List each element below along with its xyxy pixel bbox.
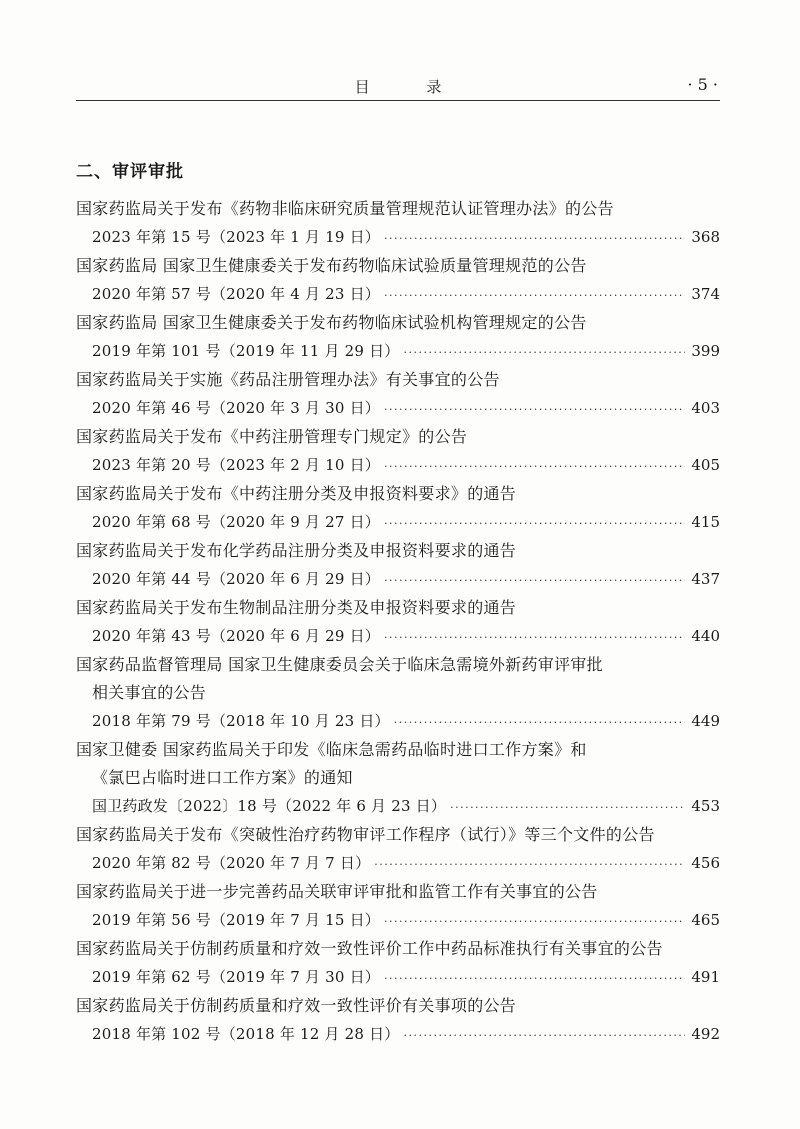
toc-entry-reference-line [76,508,720,537]
toc-entry-title: 国家药监局关于进一步完善药品关联审评审批和监管工作有关事宜的公告 [76,882,598,901]
dot-leader [384,907,685,936]
toc-entry-title: 国家药监局关于仿制药质量和疗效一致性评价有关事项的公告 [76,996,517,1015]
toc-page-number[interactable]: 465 [691,911,720,929]
toc-entry-title: 《氯巴占临时进口工作方案》的通知 [92,768,353,787]
dot-leader [384,281,685,310]
toc-entry-title: 国家卫健委 国家药监局关于印发《临床急需药品临时进口工作方案》和 [76,740,587,759]
document-number: 2019 年第 56 号（2019 年 7 月 15 日） [92,911,381,929]
toc-entry[interactable] [76,651,720,736]
toc-entry-title: 国家药监局关于发布《突破性治疗药物审评工作程序（试行）》等三个文件的公告 [76,825,655,844]
toc-entry[interactable] [76,992,720,1049]
toc-page-number[interactable]: 415 [691,513,720,531]
toc-entry[interactable] [76,821,720,878]
toc-entry-title: 国家药监局关于发布《中药注册管理专门规定》的公告 [76,427,468,446]
toc-page-number[interactable]: 399 [691,342,720,360]
dot-leader [404,1021,686,1050]
toc-page-number[interactable]: 492 [691,1025,720,1043]
toc-entry-title: 国家药监局 国家卫生健康委关于发布药物临床试验机构管理规定的公告 [76,313,587,332]
toc-entry-reference-line [76,963,720,992]
document-number: 2020 年第 68 号（2020 年 9 月 27 日） [92,513,381,531]
toc-entry-title: 国家药监局 国家卫生健康委关于发布药物临床试验质量管理规范的公告 [76,256,587,275]
toc-page-number[interactable]: 437 [691,570,720,588]
toc-entry-reference-line [76,792,720,821]
table-of-contents [76,195,720,1049]
toc-entry[interactable] [76,537,720,594]
toc-entry[interactable] [76,309,720,366]
toc-entry-reference-line [76,394,720,423]
toc-entry[interactable] [76,195,720,252]
document-number: 2019 年第 101 号（2019 年 11 月 29 日） [92,342,400,360]
toc-entry-title: 国家药监局关于发布《药物非临床研究质量管理规范认证管理办法》的公告 [76,199,614,218]
toc-entry[interactable] [76,423,720,480]
toc-page-number[interactable]: 368 [691,228,720,246]
toc-entry[interactable] [76,736,720,821]
toc-page-number[interactable]: 374 [691,285,720,303]
document-number: 2020 年第 43 号（2020 年 6 月 29 日） [92,627,381,645]
toc-entry-title: 国家药监局关于发布《中药注册分类及申报资料要求》的通告 [76,484,517,503]
toc-page-number[interactable]: 405 [691,456,720,474]
toc-entry[interactable] [76,878,720,935]
dot-leader [384,964,685,993]
toc-entry-title: 国家药监局关于发布生物制品注册分类及申报资料要求的通告 [76,598,517,617]
running-header [76,74,720,101]
toc-page-number[interactable]: 403 [691,399,720,417]
dot-leader [384,224,685,253]
dot-leader [384,395,685,424]
document-number: 国卫药政发〔2022〕18 号（2022 年 6 月 23 日） [92,797,447,815]
toc-entry-reference-line [76,707,720,736]
section-heading: 二、审评审批 [76,162,184,182]
document-number: 2023 年第 20 号（2023 年 2 月 10 日） [92,456,381,474]
toc-page-number[interactable]: 440 [691,627,720,645]
toc-entry[interactable] [76,252,720,309]
dot-leader [394,708,686,737]
toc-entry-title: 国家药监局关于仿制药质量和疗效一致性评价工作中药品标准执行有关事宜的公告 [76,939,663,958]
toc-entry-title: 相关事宜的公告 [92,683,207,702]
toc-entry-reference-line [76,1020,720,1049]
document-number: 2020 年第 82 号（2020 年 7 月 7 日） [92,854,371,872]
toc-page-number[interactable]: 453 [691,797,720,815]
toc-entry-reference-line [76,565,720,594]
document-number: 2019 年第 62 号（2019 年 7 月 30 日） [92,968,381,986]
toc-entry-title: 国家药监局关于实施《药品注册管理办法》有关事宜的公告 [76,370,500,389]
dot-leader [374,850,685,879]
document-number: 2020 年第 46 号（2020 年 3 月 30 日） [92,399,381,417]
toc-entry[interactable] [76,594,720,651]
document-number: 2018 年第 102 号（2018 年 12 月 28 日） [92,1025,400,1043]
toc-entry[interactable] [76,366,720,423]
toc-entry-title: 国家药品监督管理局 国家卫生健康委员会关于临床急需境外新药审评审批 [76,655,603,674]
toc-entry-reference-line [76,451,720,480]
document-number: 2020 年第 57 号（2020 年 4 月 23 日） [92,285,381,303]
toc-page-number[interactable]: 456 [691,854,720,872]
document-number: 2020 年第 44 号（2020 年 6 月 29 日） [92,570,381,588]
toc-entry[interactable] [76,935,720,992]
toc-entry-title: 国家药监局关于发布化学药品注册分类及申报资料要求的通告 [76,541,517,560]
dot-leader [384,623,685,652]
toc-entry-reference-line [76,849,720,878]
document-number: 2023 年第 15 号（2023 年 1 月 19 日） [92,228,381,246]
page-number: · 5 · [687,75,718,94]
toc-page-number[interactable]: 491 [691,968,720,986]
dot-leader [404,338,686,367]
header-title: 目 录 [354,78,468,96]
dot-leader [384,566,685,595]
toc-entry-reference-line [76,906,720,935]
toc-entry-reference-line [76,280,720,309]
dot-leader [384,509,685,538]
toc-entry-reference-line [76,223,720,252]
toc-entry-reference-line [76,622,720,651]
toc-entry-reference-line [76,337,720,366]
toc-entry[interactable] [76,480,720,537]
dot-leader [450,793,685,822]
dot-leader [384,452,685,481]
toc-page-number[interactable]: 449 [691,712,720,730]
document-number: 2018 年第 79 号（2018 年 10 月 23 日） [92,712,390,730]
